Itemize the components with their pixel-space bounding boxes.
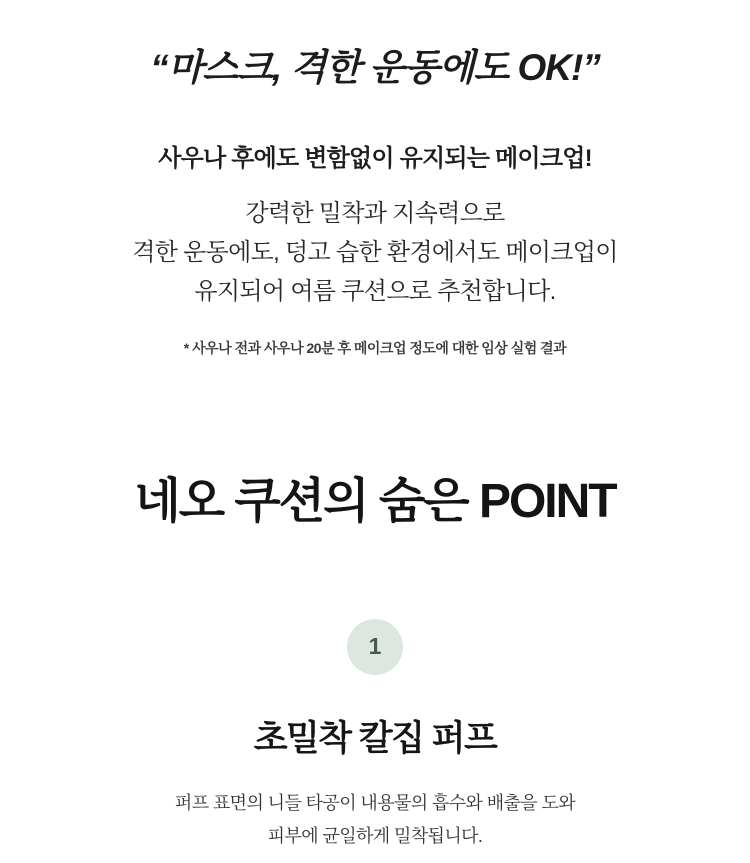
intro-body-line-2: 격한 운동에도, 덩고 습한 환경에서도 메이크업이 — [132, 238, 618, 266]
subheadline: 사우나 후에도 변함없이 유지되는 메이크업! — [158, 145, 592, 173]
point-badge-wrapper — [0, 531, 750, 675]
headline-quote: “마스크, 격한 운동에도 OK!” — [150, 47, 600, 88]
point-section — [0, 358, 750, 854]
point-number-badge: 1 — [347, 619, 403, 675]
point-heading: 초밀착 칼집 퍼프 — [253, 718, 497, 758]
point-description-line-2: 피부에 균일하게 밀착됩니다. — [267, 826, 483, 847]
intro-body-line-1: 강력한 밀착과 지속력으로 — [245, 200, 505, 228]
intro-body-copy — [65, 173, 685, 312]
clinical-test-footnote: * 사우나 전과 사우나 20분 후 메이크업 정도에 대한 임상 실험 결과 — [183, 339, 567, 356]
intro-body-line-3: 유지되어 여름 쿠션으로 추천합니다. — [194, 277, 556, 305]
intro-section — [0, 0, 750, 358]
point-description-line-1: 퍼프 표면의 니들 타공이 내용물의 흡수와 배출을 도와 — [174, 792, 576, 813]
point-description — [75, 761, 675, 854]
point-section-title: 네오 쿠션의 숨은 POINT — [134, 474, 616, 528]
